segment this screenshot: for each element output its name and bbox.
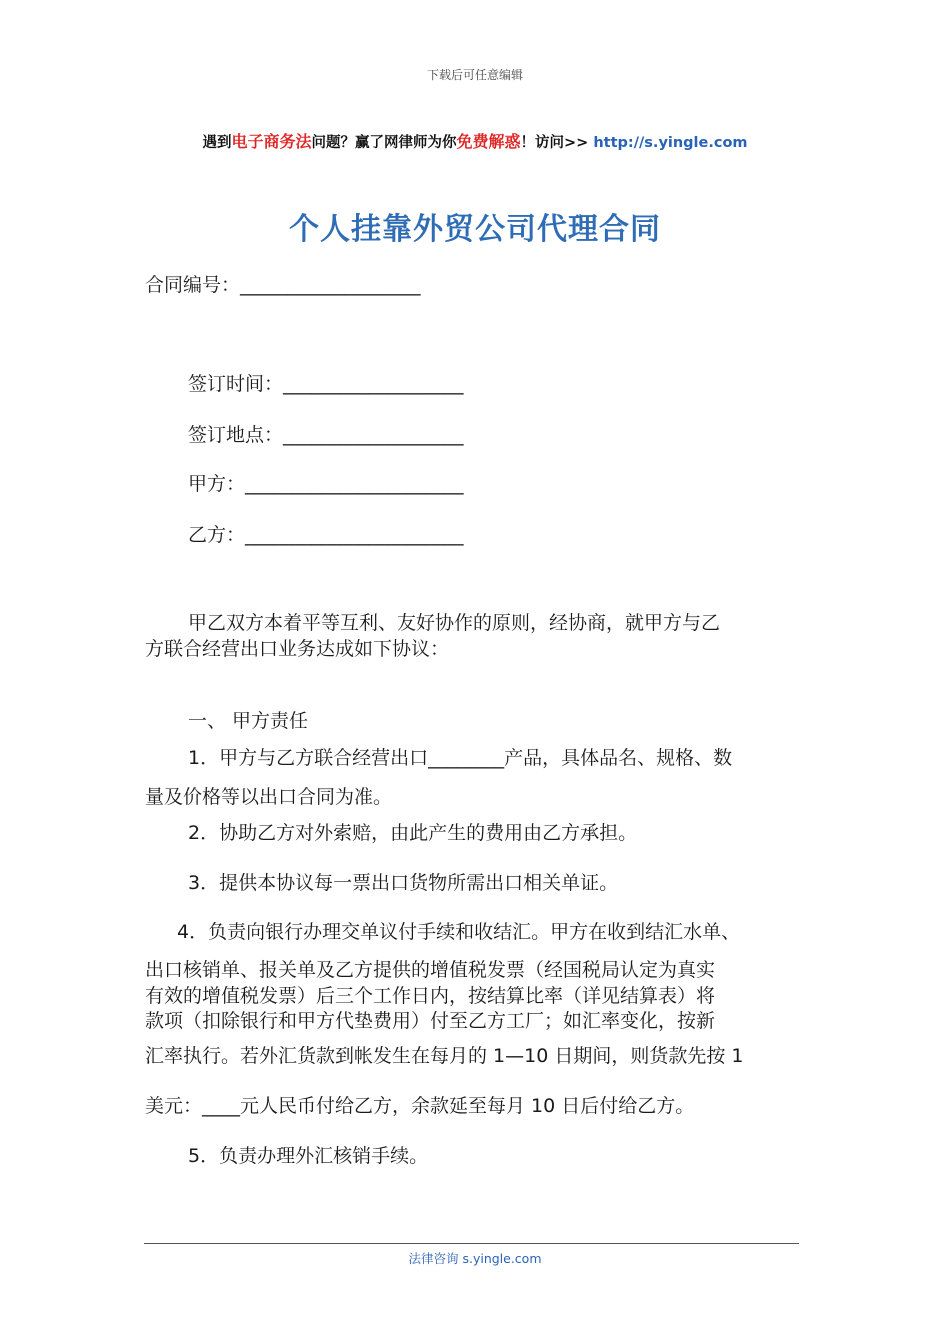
banner-highlight-2: 免费解惑 xyxy=(456,132,521,151)
intro-line-1: 甲乙双方本着平等互利、友好协作的原则，经协商，就甲方与乙 xyxy=(188,612,721,634)
banner-text-2: 问题？赢了网律师为你 xyxy=(311,135,457,151)
banner-highlight-1: 电子商务法 xyxy=(231,132,312,151)
item-3: 3．提供本协议每一票出口货物所需出口相关单证。 xyxy=(188,872,619,894)
sign-time-line: 签订时间：___________________ xyxy=(188,373,464,395)
banner-link[interactable]: http://s.yingle.com xyxy=(593,135,748,151)
contract-number-line: 合同编号：___________________ xyxy=(145,274,421,296)
intro-line-2: 方联合经营出口业务达成如下协议： xyxy=(145,638,450,660)
footer-link[interactable]: 法律咨询 s.yingle.com xyxy=(408,1251,542,1266)
item-4-line-3: 有效的增值税发票）后三个工作日内，按结算比率（详见结算表）将 xyxy=(145,985,716,1007)
item-4-line-6: 美元：____元人民币付给乙方，余款延至每月 10 日后付给乙方。 xyxy=(145,1095,695,1117)
footer-divider xyxy=(144,1243,799,1244)
banner-text-3: ！访问>> xyxy=(520,135,594,151)
item-4-line-4: 款项（扣除银行和甲方代垫费用）付至乙方工厂；如汇率变化，按新 xyxy=(145,1010,716,1032)
item-1-line-1: 1．甲方与乙方联合经营出口________产品，具体品名、规格、数 xyxy=(188,747,733,769)
party-a-line: 甲方：_______________________ xyxy=(188,473,464,495)
promo-banner[interactable] xyxy=(0,129,950,152)
item-5: 5．负责办理外汇核销手续。 xyxy=(188,1145,429,1167)
item-4-line-2: 出口核销单、报关单及乙方提供的增值税发票（经国税局认定为真实 xyxy=(145,959,716,981)
banner-text-1: 遇到 xyxy=(202,135,232,151)
party-b-line: 乙方：_______________________ xyxy=(188,524,464,546)
item-4-line-5: 汇率执行。若外汇货款到帐发生在每月的 1—10 日期间，则货款先按 1 xyxy=(145,1045,744,1067)
header-note: 下载后可任意编辑 xyxy=(426,68,523,82)
document-title: 个人挂靠外贸公司代理合同 xyxy=(289,212,661,247)
sign-place-line: 签订地点：___________________ xyxy=(188,424,464,446)
item-2: 2．协助乙方对外索赔，由此产生的费用由乙方承担。 xyxy=(188,822,638,844)
item-1-line-2: 量及价格等以出口合同为准。 xyxy=(145,786,393,808)
section-heading-1: 一、 甲方责任 xyxy=(188,710,309,732)
item-4-line-1: 4．负责向银行办理交单议付手续和收结汇。甲方在收到结汇水单、 xyxy=(177,921,741,943)
